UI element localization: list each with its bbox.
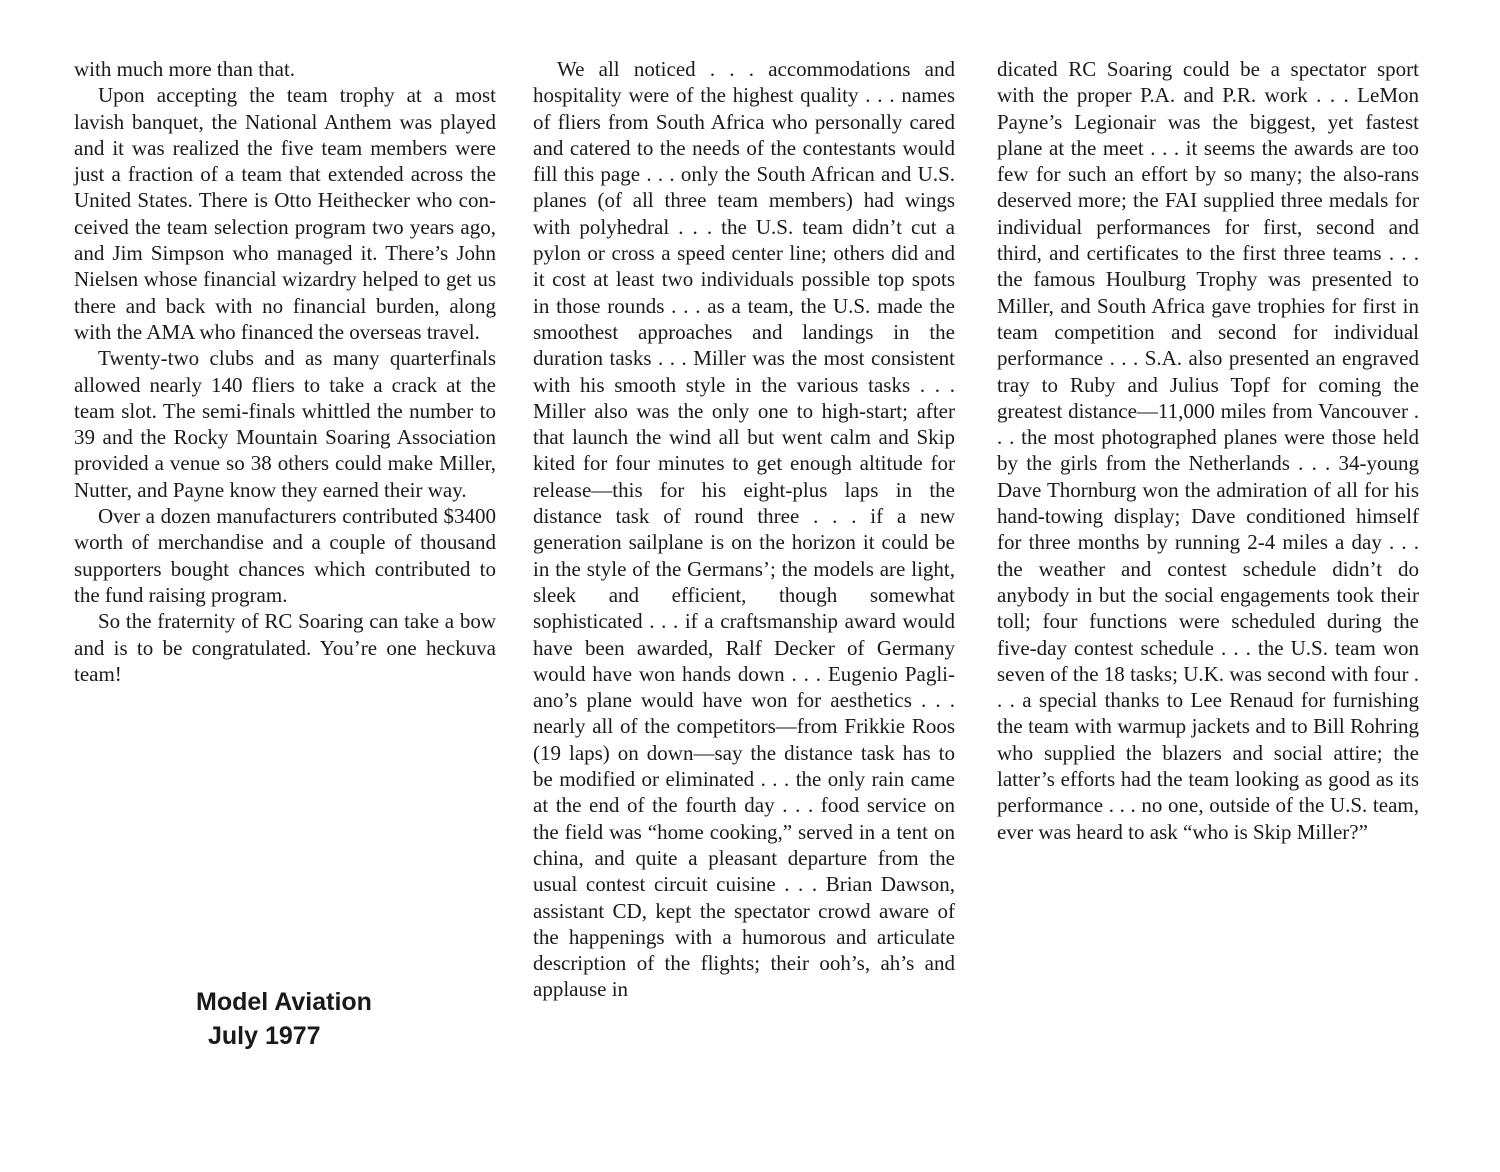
paragraph-fraternity: So the fraternity of RC Soaring can take a bow and is to be congratulated. You’re one heckuva team! [74, 609, 496, 686]
publication-date: July 1977 [208, 1022, 321, 1050]
paragraph-continued-notes: dicated RC Soaring could be a spectator sport with the proper P.A. and P.R. work . . . LeMon Payne’s Legionair was the biggest, yet fastest plane at the meet . . . it seems the awards are too few for such an effort by so many; the also-rans deserved more; the FAI supplied three medals for individual performances for first, second and third, and certificates to the first three teams . . . the famous Houlburg Trophy was presented to Miller, and South Africa gave trophies for first in team competition and second for individual performance . . . S.A. also presented an engraved tray to Ruby and Julius Topf for coming the greatest distance—11,000 miles from Vancouver . . . the most photographed planes were those held by the girls from the Netherlands . . . 34-young Dave Thornburg won the admiration of all for his hand-towing display; Dave conditioned himself for three months by running 2-4 miles a day . . . the weather and contest schedule didn’t do anybody in but the social engagements took their toll; four functions were scheduled during the five-day contest schedule . . . the U.S. team won seven of the 18 tasks; U.K. was second with four . . . a special thanks to Lee Renaud for furnishing the team with warmup jackets and to Bill Rohring who supplied the blazers and social attire; the latter’s efforts had the team looking as good as its performance . . . no one, outside of the U.S. team, ever was heard to ask “who is Skip Miller?” [997, 57, 1419, 844]
paragraph-team-trophy: Upon accepting the team trophy at a most lavish banquet, the National Anthem was played and it was realized the five team members were just a fraction of a team that extended across the United States. There is Otto Heithecker who conceived the team selection program two years ago, and Jim Simpson who managed it. There’s John Nielsen whose financial wizardry helped to get us there and back with no financial burden, along with the AMA who financed the overseas travel. [74, 83, 496, 344]
paragraph-clubs: Twenty-two clubs and as many quarterfinals allowed nearly 140 fliers to take a crack at the team slot. The semi-finals whittled the number to 39 and the Rocky Mountain Soaring Association provided a venue so 38 others could make Miller, Nutter, and Payne know they earned their way. [74, 346, 496, 502]
publication-name: Model Aviation [196, 988, 372, 1016]
article-column-3 [997, 56, 1419, 845]
article-column-2 [533, 56, 955, 1003]
article-column-1 [74, 56, 496, 687]
paragraph-we-all-noticed: We all noticed . . . accommodations and hospitality were of the highest quality . . . names of fliers from South Africa who personally cared and catered to the needs of the contestants would fill this page . . . only the South African and U.S. planes (of all three team members) had wings with polyhedral . . . the U.S. team didn’t cut a pylon or cross a speed center line; others did and it cost at least two individuals possible top spots in those rounds . . . as a team, the U.S. made the smoothest approaches and landings in the duration tasks . . . Miller was the most consistent with his smooth style in the various tasks . . . Miller also was the only one to high-start; after that launch the wind all but went calm and Skip kited for four minutes to get enough altitude for release—this for his eight-plus laps in the distance task of round three . . . if a new generation sailplane is on the horizon it could be in the style of the Germans’; the models are light, sleek and efficient, though somewhat sophisticated . . . if a craftsmanship award would have been awarded, Ralf Decker of Germany would have won hands down . . . Eugenio Pagliano’s plane would have won for aesthetics . . . nearly all of the competitors—from Frikkie Roos (19 laps) on down—say the distance task has to be modified or eliminated . . . the only rain came at the end of the fourth day . . . food service on the field was “home cooking,” served in a tent on china, and quite a pleasant departure from the usual contest circuit cuisine . . . Brian Dawson, assistant CD, kept the spectator crowd aware of the happenings with a humorous and articulate description of the flights; their ooh’s, ah’s and applause in [533, 57, 955, 1002]
source-citation [196, 985, 456, 1053]
paragraph-continuation: with much more than that. [74, 57, 296, 81]
paragraph-manufacturers: Over a dozen manufacturers contributed $3400 worth of merchandise and a couple of thousand supporters bought chances which contributed to the fund raising program. [74, 504, 496, 607]
